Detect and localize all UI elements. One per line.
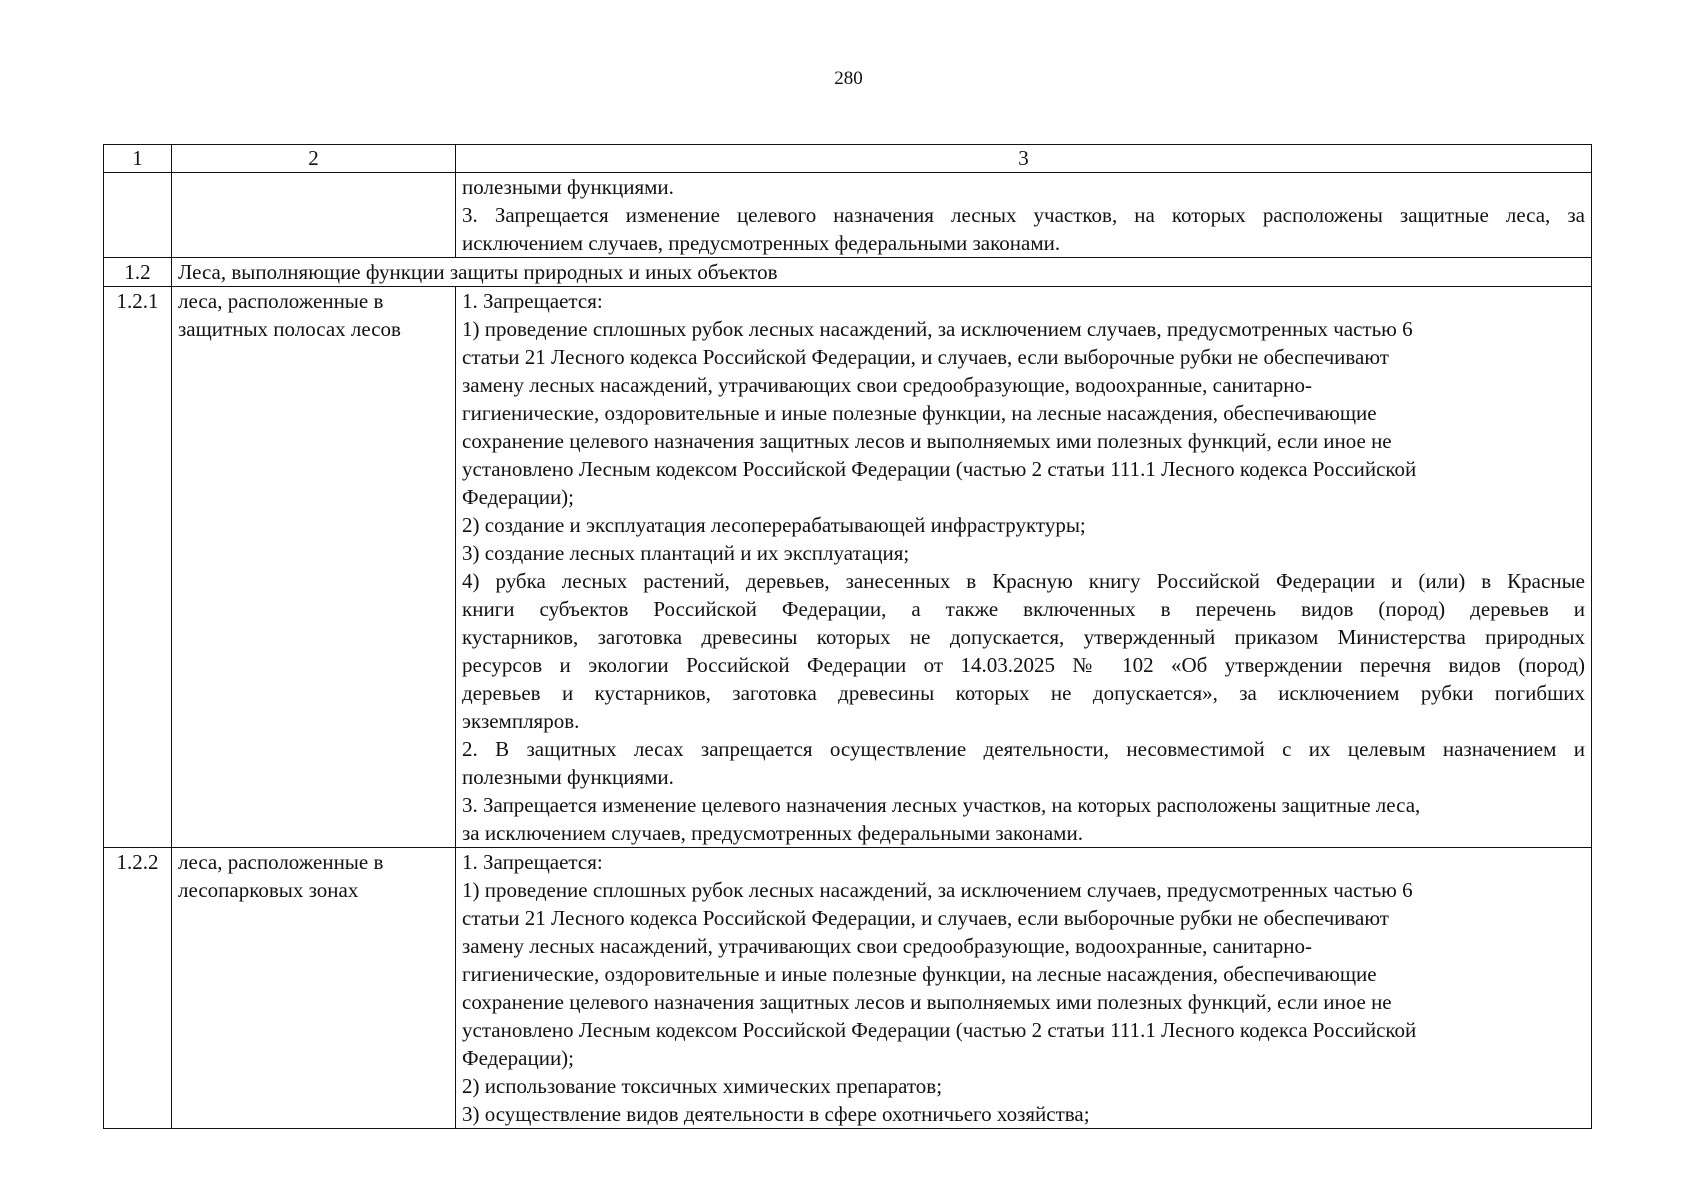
- text-line: исключением случаев, предусмотренных федеральными законами.: [462, 231, 1061, 255]
- text-line: замену лесных насаждений, утрачивающих свои средообразующие, водоохранные, санитарно-: [462, 934, 1312, 958]
- content-cell: [456, 173, 1592, 258]
- table-row-section-1-2: [104, 258, 1592, 287]
- text-line: кустарников, заготовка древесины которых не допускается, утвержденный приказом Министерства природных: [462, 625, 1585, 649]
- table-row-1-2-2: [104, 848, 1592, 1129]
- text-line: гигиенические, оздоровительные и иные полезные функции, на лесные насаждения, обеспечивающие: [462, 962, 1377, 986]
- text-line: 4) рубка лесных растений, деревьев, занесенных в Красную книгу Российской Федерации и (или) в Красные: [462, 569, 1585, 593]
- text-line: установлено Лесным кодексом Российской Федерации (частью 2 статьи 111.1 Лесного кодекса Российской: [462, 1018, 1417, 1042]
- forest-category-line: защитных полосах лесов: [178, 317, 401, 341]
- restrictions-cell: [456, 848, 1592, 1129]
- column-header-row: [104, 145, 1592, 173]
- text-line: 3. Запрещается изменение целевого назначения лесных участков, на которых расположены защитные леса, за: [462, 203, 1585, 227]
- number-cell: [104, 173, 172, 258]
- forest-category-cell: [172, 848, 456, 1129]
- text-line: полезными функциями.: [462, 765, 674, 789]
- text-line: полезными функциями.: [462, 175, 674, 199]
- forest-category-cell: [172, 287, 456, 848]
- text-line: 3. Запрещается изменение целевого назначения лесных участков, на которых расположены защитные леса,: [462, 793, 1421, 817]
- section-title: Леса, выполняющие функции защиты природных и иных объектов: [172, 258, 1592, 287]
- column-header-2: 2: [172, 145, 456, 173]
- text-line: 2. В защитных лесах запрещается осуществление деятельности, несовместимой с их целевым назначением и: [462, 737, 1585, 761]
- text-line: Федерации);: [462, 1046, 575, 1070]
- row-number: 1.2.2: [104, 848, 172, 1129]
- text-line: 2) использование токсичных химических препаратов;: [462, 1074, 943, 1098]
- column-header-3: 3: [456, 145, 1592, 173]
- section-number: 1.2: [104, 258, 172, 287]
- text-line: ресурсов и экологии Российской Федерации от 14.03.2025 № 102 «Об утверждении перечня видов (пород): [462, 653, 1585, 677]
- text-line: статьи 21 Лесного кодекса Российской Федерации, и случаев, если выборочные рубки не обеспечивают: [462, 906, 1389, 930]
- text-line: книги субъектов Российской Федерации, а также включенных в перечень видов (пород) деревьев и: [462, 597, 1585, 621]
- page-number: 280: [834, 68, 863, 89]
- text-line: замену лесных насаждений, утрачивающих свои средообразующие, водоохранные, санитарно-: [462, 373, 1312, 397]
- forest-category-line: леса, расположенные в: [178, 289, 384, 313]
- text-line: экземпляров.: [462, 709, 580, 733]
- row-number: 1.2.1: [104, 287, 172, 848]
- name-cell: [172, 173, 456, 258]
- forest-category-line: лесопарковых зонах: [178, 878, 359, 902]
- text-line: установлено Лесным кодексом Российской Федерации (частью 2 статьи 111.1 Лесного кодекса Российской: [462, 457, 1417, 481]
- restrictions-cell: [456, 287, 1592, 848]
- text-line: сохранение целевого назначения защитных лесов и выполняемых ими полезных функций, если иное не: [462, 429, 1392, 453]
- text-line: Федерации);: [462, 485, 575, 509]
- table-row-1-2-1: [104, 287, 1592, 848]
- text-line: деревьев и кустарников, заготовка древесины которых не допускается», за исключением рубки погибших: [462, 681, 1585, 705]
- regulation-table: [103, 144, 1592, 1129]
- text-line: 3) создание лесных плантаций и их эксплуатация;: [462, 541, 910, 565]
- text-line: 2) создание и эксплуатация лесоперерабатывающей инфраструктуры;: [462, 513, 1086, 537]
- text-line: 1. Запрещается:: [462, 850, 603, 874]
- text-line: статьи 21 Лесного кодекса Российской Федерации, и случаев, если выборочные рубки не обеспечивают: [462, 345, 1389, 369]
- column-header-1: 1: [104, 145, 172, 173]
- text-line: 1) проведение сплошных рубок лесных насаждений, за исключением случаев, предусмотренных частью 6: [462, 317, 1413, 341]
- text-line: за исключением случаев, предусмотренных федеральными законами.: [462, 821, 1083, 845]
- text-line: 3) осуществление видов деятельности в сфере охотничьего хозяйства;: [462, 1102, 1090, 1126]
- text-line: гигиенические, оздоровительные и иные полезные функции, на лесные насаждения, обеспечивающие: [462, 401, 1377, 425]
- table-row-continuation: [104, 173, 1592, 258]
- text-line: 1) проведение сплошных рубок лесных насаждений, за исключением случаев, предусмотренных частью 6: [462, 878, 1413, 902]
- text-line: сохранение целевого назначения защитных лесов и выполняемых ими полезных функций, если иное не: [462, 990, 1392, 1014]
- text-line: 1. Запрещается:: [462, 289, 603, 313]
- forest-category-line: леса, расположенные в: [178, 850, 384, 874]
